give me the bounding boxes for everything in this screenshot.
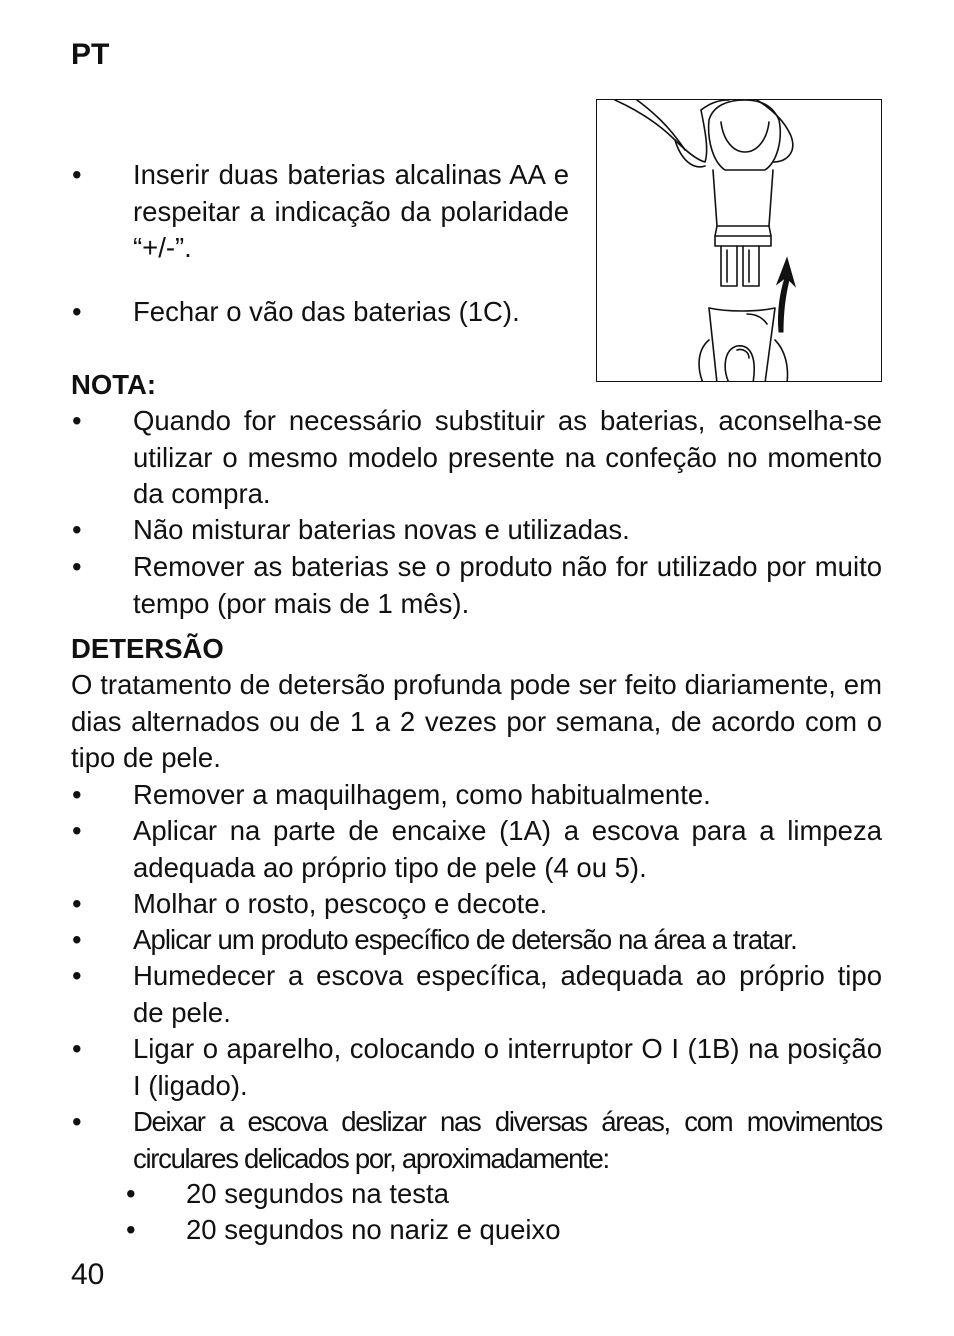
bullet: •	[126, 1214, 136, 1245]
bullet: •	[72, 960, 82, 991]
battery-step-2-text: Fechar o vão das baterias (1C).	[133, 296, 520, 327]
cleansing-item-5	[72, 958, 882, 1031]
battery-step-2	[72, 294, 593, 331]
cleansing-item-1-text: Remover a maquilhagem, como habitualmente.	[133, 779, 711, 810]
bullet: •	[72, 924, 82, 955]
cleansing-item-3	[72, 886, 882, 923]
cleansing-intro: O tratamento de detersão profunda pode ser feito diariamente, em dias alternados ou de 1 a 2 vezes por semana, de acordo com o tipo de pele.	[71, 669, 882, 773]
cleansing-item-6	[72, 1031, 882, 1104]
cleansing-item-2-text: Aplicar na parte de encaixe (1A) a escova para a limpeza adequada ao próprio tipo de pele (4 ou 5).	[133, 815, 882, 883]
bullet: •	[72, 405, 82, 436]
bullet: •	[72, 1106, 82, 1137]
note-item-1	[72, 403, 882, 513]
cleansing-item-1	[72, 777, 882, 814]
cleansing-item-4	[72, 922, 882, 959]
note-item-3	[72, 549, 882, 622]
cleansing-item-7	[72, 1104, 882, 1177]
cleansing-item-3-text: Molhar o rosto, pescoço e decote.	[133, 888, 548, 919]
bullet: •	[72, 514, 82, 545]
bullet: •	[72, 888, 82, 919]
bullet: •	[72, 815, 82, 846]
cleansing-item-7-text: Deixar a escova deslizar nas diversas áreas, com movimentos circulares delicados por, aproximadamente:	[133, 1106, 882, 1174]
bullet: •	[72, 296, 82, 327]
cleansing-item-5-text: Humedecer a escova específica, adequada ao próprio tipo de pele.	[133, 960, 882, 1028]
cleansing-sub-item-2-text: 20 segundos no nariz e queixo	[186, 1214, 561, 1245]
language-label: PT	[71, 38, 110, 71]
note-item-2-text: Não misturar baterias novas e utilizadas.	[133, 514, 630, 545]
cleansing-item-4-text: Aplicar um produto específico de detersão na área a tratar.	[133, 924, 797, 955]
cleansing-sub-item-1-text: 20 segundos na testa	[186, 1178, 449, 1209]
page-number: 40	[71, 1258, 105, 1291]
cleansing-sub-item-2	[126, 1212, 561, 1249]
bullet: •	[72, 1033, 82, 1064]
note-item-2	[72, 512, 882, 549]
battery-step-1	[72, 157, 569, 267]
device-illustration	[596, 99, 882, 382]
device-battery-insertion-illustration	[597, 100, 882, 382]
cleansing-heading: DETERSÃO	[71, 633, 224, 664]
bullet: •	[72, 779, 82, 810]
cleansing-item-2	[72, 813, 882, 886]
bullet: •	[126, 1178, 136, 1209]
cleansing-item-6-text: Ligar o aparelho, colocando o interruptor O I (1B) na posição I (ligado).	[133, 1033, 882, 1101]
bullet: •	[72, 159, 82, 190]
note-heading: NOTA:	[71, 369, 157, 400]
bullet: •	[72, 551, 82, 582]
cleansing-sub-item-1	[126, 1176, 449, 1213]
note-item-1-text: Quando for necessário substituir as baterias, aconselha-se utilizar o mesmo modelo presente na confeção no momento da compra.	[133, 405, 882, 509]
note-item-3-text: Remover as baterias se o produto não for utilizado por muito tempo (por mais de 1 mês).	[133, 551, 882, 619]
battery-step-1-text: Inserir duas baterias alcalinas AA e respeitar a indicação da polaridade “+/-”.	[133, 159, 569, 263]
